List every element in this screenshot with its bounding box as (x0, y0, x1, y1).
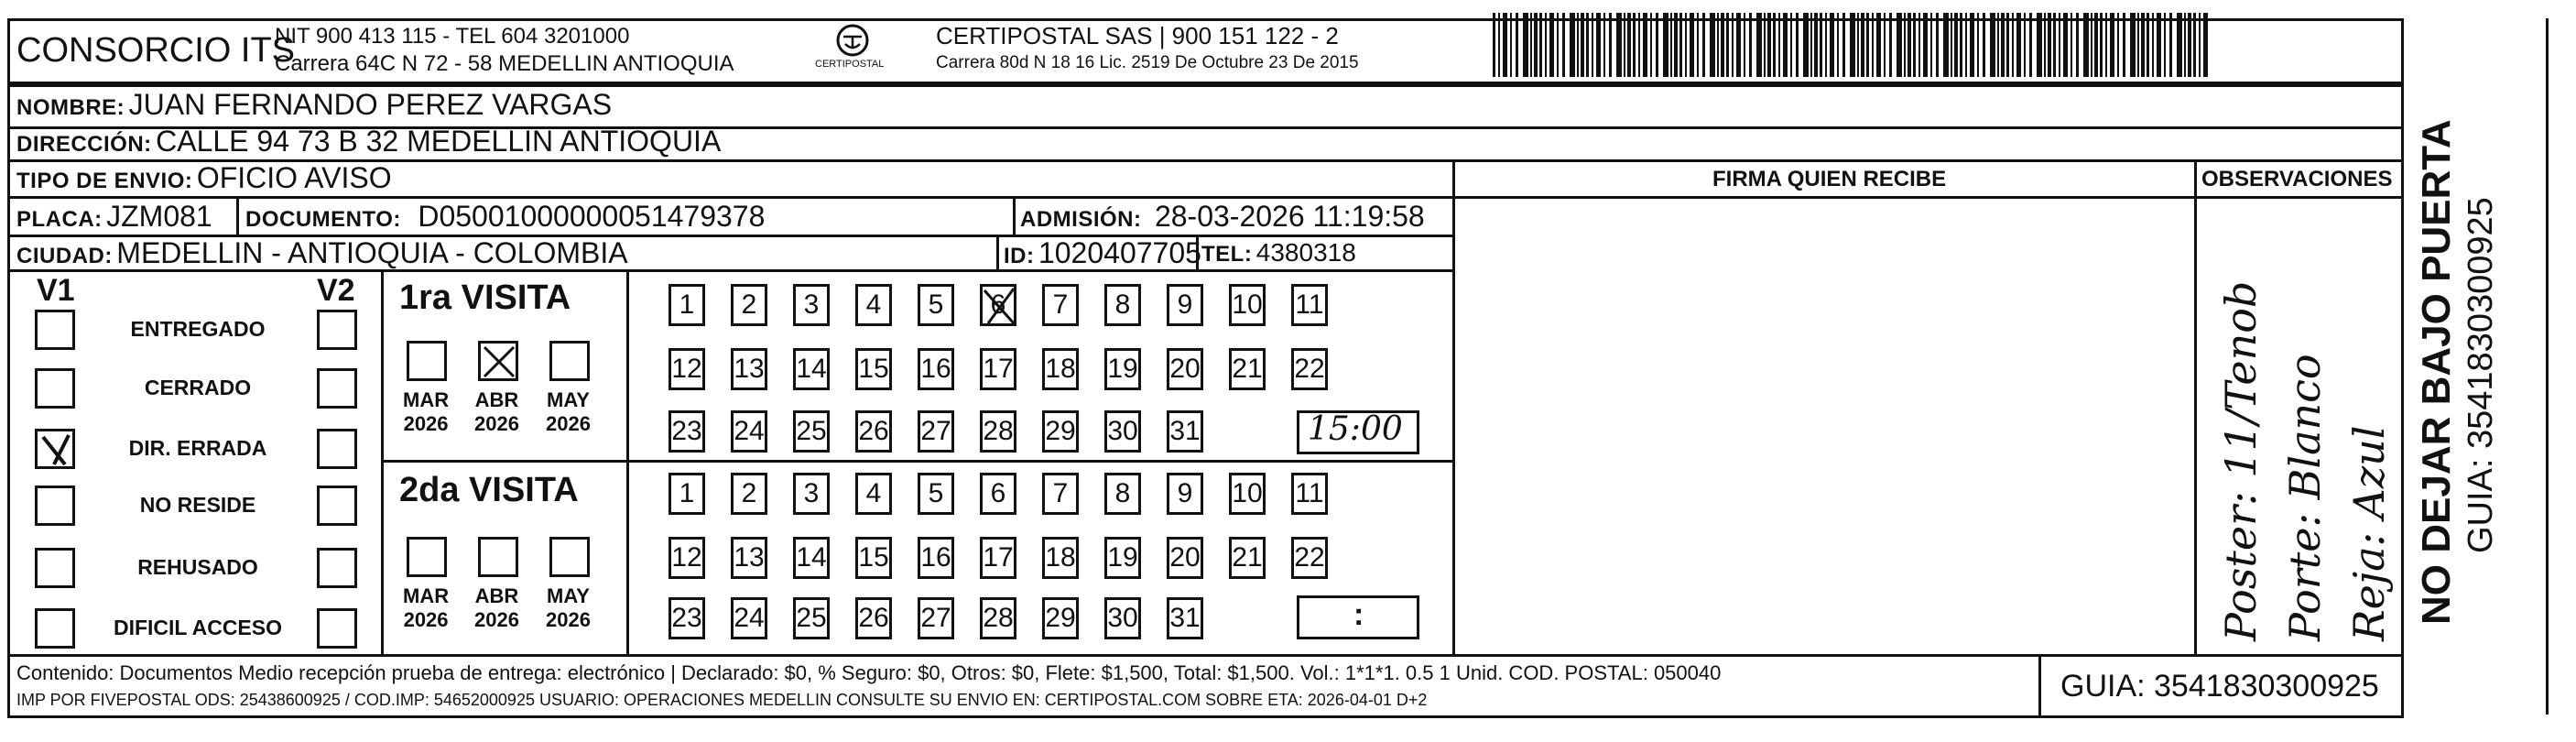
month-label: MAR 2026 (403, 388, 450, 435)
month-label: MAY 2026 (546, 388, 591, 435)
tipo-envio-value: OFICIO AVISO (196, 161, 392, 194)
month-label: MAR 2026 (403, 584, 450, 631)
visita2-day-box[interactable]: 6 (980, 473, 1016, 515)
visita2-title: 2da VISITA (399, 471, 579, 509)
status-v1-checkbox[interactable] (35, 608, 75, 649)
visita2-day-box[interactable]: 26 (855, 597, 892, 639)
month-checkbox[interactable] (549, 341, 590, 381)
certipostal-logo: CERTIPOSTAL (813, 22, 892, 79)
visita2-day-box[interactable]: 4 (855, 473, 892, 515)
firma-header: FIRMA QUIEN RECIBE (1712, 167, 1947, 191)
visita2-day-box[interactable]: 27 (918, 597, 954, 639)
visita1-day-box[interactable]: 11 (1291, 284, 1328, 326)
observaciones-header: OBSERVACIONES (2201, 167, 2393, 191)
status-v2-checkbox[interactable] (317, 548, 357, 588)
visita2-time: : (1353, 597, 1364, 632)
status-v2-checkbox[interactable] (317, 486, 357, 526)
footer-imp: IMP POR FIVEPOSTAL ODS: 25438600925 / COD.IMP: 54652000925 USUARIO: OPERACIONES MEDELLIN CONSULTE SU ENVIO EN: CERTIPOSTAL.COM SOBRE ETA: 2026-04-01 D+2 (16, 691, 1428, 709)
visita1-day-box[interactable]: 30 (1104, 410, 1141, 453)
visita2-day-box[interactable]: 22 (1291, 537, 1328, 579)
documento-value: D05001000000051479378 (418, 200, 766, 233)
month-label: ABR 2026 (474, 584, 519, 631)
visita1-day-box[interactable]: 16 (918, 348, 954, 390)
v1-label: V1 (37, 273, 75, 308)
visita1-day-box[interactable]: 6 (980, 284, 1016, 326)
visita1-day-box[interactable]: 23 (668, 410, 705, 453)
ciudad-label: CIUDAD: (16, 244, 113, 268)
visita1-day-box[interactable]: 1 (668, 284, 705, 326)
visita1-day-box[interactable]: 9 (1167, 284, 1203, 326)
visita2-day-box[interactable]: 15 (855, 537, 892, 579)
obs-line-1: Poster: 11/Tenob (2216, 280, 2266, 641)
status-label: DIR. ERRADA (128, 436, 267, 460)
barcode (1493, 13, 2216, 77)
company-nit: NIT 900 413 115 - TEL 604 3201000 (275, 24, 630, 49)
visita2-day-box[interactable]: 13 (731, 537, 767, 579)
status-v2-checkbox[interactable] (317, 608, 357, 649)
visita1-day-box[interactable]: 28 (980, 410, 1016, 453)
certipostal-address: Carrera 80d N 18 16 Lic. 2519 De Octubre 23 De 2015 (936, 53, 1359, 72)
visita2-day-box[interactable]: 14 (793, 537, 830, 579)
status-label: REHUSADO (137, 555, 258, 579)
status-label: ENTREGADO (130, 317, 266, 341)
certipostal-logo-icon (813, 22, 892, 79)
visita1-day-box[interactable]: 8 (1104, 284, 1141, 326)
visita2-day-box[interactable]: 24 (731, 597, 767, 639)
month-checkbox[interactable] (549, 537, 590, 577)
visita2-day-box[interactable]: 31 (1167, 597, 1203, 639)
visita2-day-box[interactable]: 29 (1042, 597, 1079, 639)
documento-label: DOCUMENTO: (245, 207, 401, 232)
visita2-day-box[interactable]: 19 (1104, 537, 1141, 579)
visita1-day-box[interactable]: 20 (1167, 348, 1203, 390)
status-v2-checkbox[interactable] (317, 368, 357, 409)
side-no-dejar: NO DEJAR BAJO PUERTA (2414, 119, 2459, 625)
visita1-day-box[interactable]: 24 (731, 410, 767, 453)
month-checkbox[interactable] (478, 341, 518, 381)
id-value: 1020407705 (1038, 236, 1201, 269)
visita2-day-box[interactable]: 9 (1167, 473, 1203, 515)
company-name: CONSORCIO ITS (16, 31, 296, 70)
visita1-day-box[interactable]: 14 (793, 348, 830, 390)
status-label: CERRADO (144, 376, 252, 399)
company-address: Carrera 64C N 72 - 58 MEDELLIN ANTIOQUIA (275, 51, 734, 76)
month-checkbox[interactable] (407, 341, 447, 381)
visita1-day-box[interactable]: 12 (668, 348, 705, 390)
visita2-day-box[interactable]: 3 (793, 473, 830, 515)
visita2-day-box[interactable]: 1 (668, 473, 705, 515)
visita2-day-box[interactable]: 18 (1042, 537, 1079, 579)
id-label: ID: (1004, 244, 1035, 268)
visita2-day-box[interactable]: 23 (668, 597, 705, 639)
visita2-day-box[interactable]: 28 (980, 597, 1016, 639)
status-v2-checkbox[interactable] (317, 310, 357, 350)
obs-line-2: Porte: Blanco (2280, 354, 2330, 641)
placa-label: PLACA: (16, 207, 103, 232)
visita1-day-box[interactable]: 4 (855, 284, 892, 326)
visita1-day-box[interactable]: 25 (793, 410, 830, 453)
visita1-day-box[interactable]: 2 (731, 284, 767, 326)
check-mark-icon (481, 344, 517, 380)
tel-value: 4380318 (1255, 238, 1356, 267)
visita1-day-box[interactable]: 7 (1042, 284, 1079, 326)
visita1-day-box[interactable]: 5 (918, 284, 954, 326)
check-mark-icon (981, 285, 1017, 327)
month-label: ABR 2026 (474, 388, 519, 435)
footer-guia: GUIA: 3541830300925 (2060, 669, 2379, 704)
status-v1-checkbox[interactable] (35, 548, 75, 588)
visita1-day-box[interactable]: 13 (731, 348, 767, 390)
v2-label: V2 (317, 273, 355, 308)
visita1-day-box[interactable]: 18 (1042, 348, 1079, 390)
visita2-day-box[interactable]: 21 (1229, 537, 1266, 579)
visita2-day-box[interactable]: 10 (1229, 473, 1266, 515)
status-label: DIFICIL ACCESO (113, 616, 282, 639)
status-v1-checkbox[interactable] (35, 310, 75, 350)
admision-label: ADMISIÓN: (1020, 207, 1142, 232)
visita2-day-box[interactable]: 7 (1042, 473, 1079, 515)
visita2-day-box[interactable]: 5 (918, 473, 954, 515)
status-v1-checkbox[interactable] (35, 368, 75, 409)
tipo-envio-label: TIPO DE ENVIO: (16, 169, 193, 193)
visita2-day-box[interactable]: 30 (1104, 597, 1141, 639)
visita1-day-box[interactable]: 22 (1291, 348, 1328, 390)
nombre-value: JUAN FERNANDO PEREZ VARGAS (128, 88, 613, 121)
visita2-day-box[interactable]: 25 (793, 597, 830, 639)
visita1-day-box[interactable]: 29 (1042, 410, 1079, 453)
visita2-day-box[interactable]: 8 (1104, 473, 1141, 515)
status-v1-checkbox[interactable] (35, 486, 75, 526)
visita1-day-box[interactable]: 27 (918, 410, 954, 453)
certipostal-name: CERTIPOSTAL SAS | 900 151 122 - 2 (936, 22, 1339, 49)
visita2-day-box[interactable]: 12 (668, 537, 705, 579)
visita1-day-box[interactable]: 31 (1167, 410, 1203, 453)
visita1-day-box[interactable]: 17 (980, 348, 1016, 390)
visita1-day-box[interactable]: 10 (1229, 284, 1266, 326)
status-v1-checkbox[interactable] (35, 429, 75, 469)
ciudad-value: MEDELLIN - ANTIOQUIA - COLOMBIA (116, 236, 628, 269)
tel-label: TEL: (1201, 242, 1253, 267)
visita2-day-box[interactable]: 16 (918, 537, 954, 579)
side-guia: GUIA: 3541830300925 (2462, 197, 2500, 553)
placa-value: JZM081 (106, 200, 212, 233)
status-label: NO RESIDE (139, 493, 256, 517)
visita1-day-box[interactable]: 26 (855, 410, 892, 453)
nombre-label: NOMBRE: (16, 95, 125, 120)
direccion-value: CALLE 94 73 B 32 MEDELLIN ANTIOQUIA (156, 125, 722, 158)
month-checkbox[interactable] (478, 537, 518, 577)
visita1-day-box[interactable]: 15 (855, 348, 892, 390)
check-mark-icon (38, 431, 74, 468)
visita1-time: 15:00 (1308, 410, 1403, 448)
month-label: MAY 2026 (546, 584, 591, 631)
visita2-day-box[interactable]: 11 (1291, 473, 1328, 515)
visita1-title: 1ra VISITA (399, 278, 571, 317)
visita1-day-box[interactable]: 21 (1229, 348, 1266, 390)
month-checkbox[interactable] (407, 537, 447, 577)
visita2-day-box[interactable]: 2 (731, 473, 767, 515)
status-v2-checkbox[interactable] (317, 429, 357, 469)
visita2-day-box[interactable]: 20 (1167, 537, 1203, 579)
visita2-day-box[interactable]: 17 (980, 537, 1016, 579)
direccion-label: DIRECCIÓN: (16, 132, 152, 157)
obs-line-3: Reja: Azul (2344, 425, 2394, 641)
admision-value: 28-03-2026 11:19:58 (1154, 200, 1425, 233)
footer-contenido: Contenido: Documentos Medio recepción prueba de entrega: electrónico | Declarado: $0, % Seguro: $0, Otros: $0, Flete: $1,500, Total: $1,500. Vol.: 1*1*1. 0.5 1 Unid. COD. POSTAL: 050040 (16, 661, 1722, 684)
visita1-day-box[interactable]: 19 (1104, 348, 1141, 390)
visita1-day-box[interactable]: 3 (793, 284, 830, 326)
